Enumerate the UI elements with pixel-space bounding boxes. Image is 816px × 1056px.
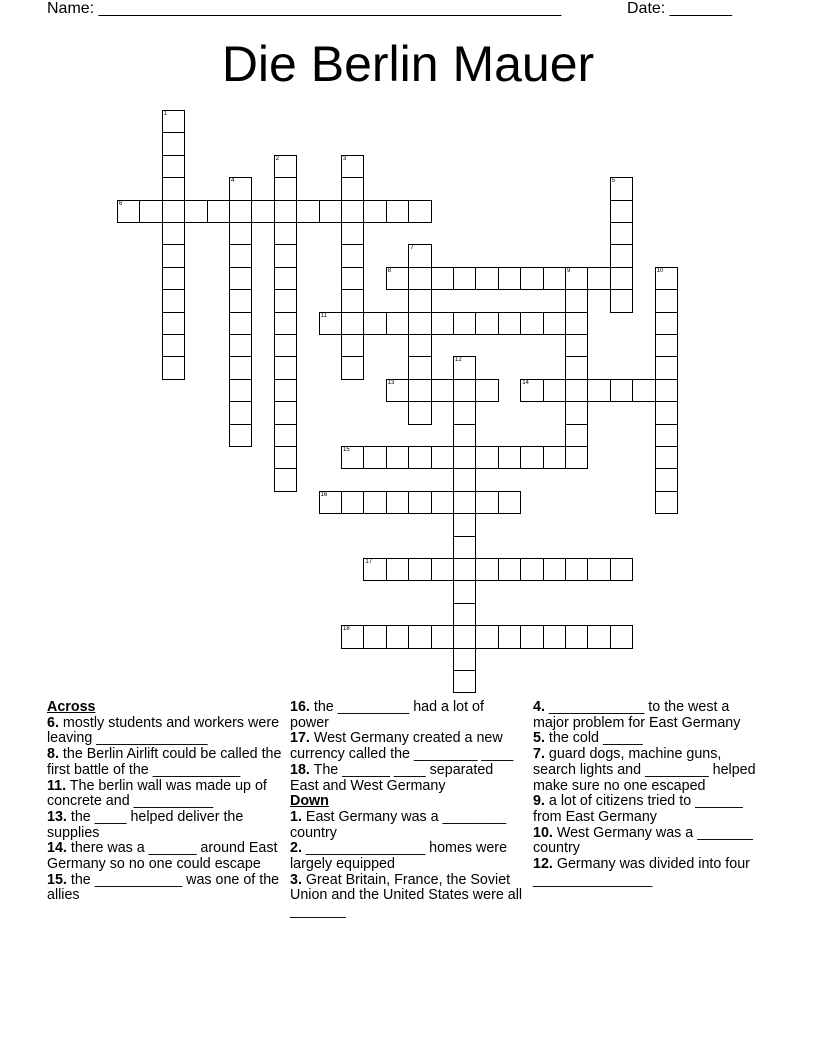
crossword-cell[interactable] — [363, 312, 386, 335]
crossword-cell[interactable] — [543, 267, 566, 290]
crossword-cell[interactable] — [162, 244, 185, 267]
crossword-cell[interactable] — [453, 312, 476, 335]
clue-number: 8 — [387, 267, 392, 274]
crossword-cell[interactable] — [363, 625, 386, 648]
crossword-cell[interactable] — [453, 603, 476, 626]
clue-number: 17 — [365, 559, 373, 565]
crossword-cell[interactable] — [229, 289, 252, 312]
crossword-cell[interactable] — [162, 289, 185, 312]
crossword-cell[interactable] — [341, 222, 364, 245]
crossword-cell[interactable] — [431, 267, 454, 290]
clue-item — [290, 763, 525, 794]
clue-text: East Germany was a ________ country — [290, 808, 507, 841]
crossword-cell[interactable] — [408, 289, 431, 312]
clue-number: 12 — [455, 357, 462, 364]
clue-number: 1 — [163, 111, 168, 117]
crossword-cell[interactable] — [229, 334, 252, 357]
crossword-cell[interactable] — [408, 401, 431, 424]
crossword-cell[interactable] — [610, 558, 633, 581]
clue-number: 3 — [343, 155, 347, 162]
clue-number-label: 15. — [47, 871, 67, 888]
crossword-cell[interactable] — [610, 625, 633, 648]
crossword-cell[interactable] — [341, 289, 364, 312]
crossword-cell[interactable] — [363, 558, 386, 581]
crossword-cell[interactable] — [453, 468, 476, 491]
clue-number: 18 — [343, 626, 350, 633]
crossword-cell[interactable] — [363, 491, 386, 514]
crossword-cell[interactable] — [408, 200, 431, 223]
crossword-cell[interactable] — [431, 558, 454, 581]
crossword-cell[interactable] — [341, 244, 364, 267]
clue-text: The berlin wall was made up of concrete and __________ — [47, 777, 267, 810]
clue-item — [290, 731, 525, 762]
clue-number: 6 — [119, 200, 123, 207]
clue-item — [533, 731, 768, 747]
crossword-cell[interactable] — [431, 312, 454, 335]
crossword-cell[interactable] — [341, 625, 364, 648]
crossword-cell[interactable] — [162, 312, 185, 335]
clue-number: 2 — [275, 155, 280, 162]
clue-item — [47, 747, 282, 778]
crossword-cell[interactable] — [565, 625, 588, 648]
clue-text: Great Britain, France, the Soviet Union and the United States were all _______ — [290, 871, 523, 920]
crossword-cell[interactable] — [431, 491, 454, 514]
crossword-cell[interactable] — [408, 312, 431, 335]
crossword-cell[interactable] — [655, 334, 678, 357]
crossword-cell[interactable] — [229, 177, 252, 200]
clue-column-2 — [290, 700, 525, 920]
crossword-cell[interactable] — [655, 312, 678, 335]
crossword-cell[interactable] — [655, 356, 678, 379]
clue-number: 16 — [320, 491, 328, 498]
crossword-cell[interactable] — [274, 177, 297, 200]
clue-column-1 — [47, 700, 282, 904]
clue-item — [290, 810, 525, 841]
crossword-cell[interactable] — [229, 312, 252, 335]
clue-number-label: 9. — [533, 793, 545, 810]
crossword-cell[interactable] — [162, 155, 185, 178]
clue-item — [533, 794, 768, 825]
clue-text: the Berlin Airlift could be called the first battle of the ___________ — [47, 746, 282, 778]
crossword-cell[interactable] — [543, 446, 566, 469]
clue-number: 7 — [410, 245, 414, 252]
crossword-cell[interactable] — [610, 289, 633, 312]
crossword-cell[interactable] — [229, 244, 252, 267]
crossword-cell[interactable] — [610, 200, 633, 223]
crossword-cell[interactable] — [453, 446, 476, 469]
clue-item — [533, 826, 768, 857]
crossword-cell[interactable] — [274, 289, 297, 312]
clue-text: The ______ ____ separated East and West Germany — [290, 761, 494, 794]
crossword-cell[interactable] — [274, 312, 297, 335]
crossword-cell[interactable] — [475, 491, 498, 514]
crossword-cell[interactable] — [565, 289, 588, 312]
crossword-cell[interactable] — [408, 558, 431, 581]
crossword-cell[interactable] — [610, 177, 633, 200]
crossword-cell[interactable] — [453, 267, 476, 290]
clue-text: there was a ______ around East Germany so no one could escape — [47, 840, 278, 873]
crossword-cell[interactable] — [565, 558, 588, 581]
crossword-cell[interactable] — [296, 200, 319, 223]
crossword-cell[interactable] — [386, 200, 409, 223]
clue-text: guard dogs, machine guns, search lights and ________ helped make sure no one escaped — [533, 746, 756, 794]
crossword-cell[interactable] — [453, 670, 476, 693]
crossword-cell[interactable] — [565, 356, 588, 379]
clue-text: the cold _____ — [544, 730, 643, 747]
crossword-cell[interactable] — [475, 558, 498, 581]
crossword-cell[interactable] — [274, 401, 297, 424]
crossword-cell[interactable] — [587, 558, 610, 581]
crossword-cell[interactable] — [453, 536, 476, 559]
crossword-cell[interactable] — [341, 200, 364, 223]
crossword-cell[interactable] — [587, 625, 610, 648]
clue-number-label: 4. — [533, 699, 545, 715]
crossword-cell[interactable] — [341, 356, 364, 379]
crossword-cell[interactable] — [341, 177, 364, 200]
crossword-cell[interactable] — [655, 289, 678, 312]
clue-number-label: 12. — [533, 856, 553, 873]
crossword-cell[interactable] — [543, 625, 566, 648]
crossword-cell[interactable] — [498, 491, 521, 514]
clue-text: mostly students and workers were leaving ______________ — [47, 714, 280, 747]
crossword-cell[interactable] — [565, 446, 588, 469]
crossword-cell[interactable] — [520, 312, 543, 335]
clue-number: 11 — [320, 312, 327, 319]
clue-number: 5 — [611, 178, 616, 185]
crossword-cell[interactable] — [229, 401, 252, 424]
clue-text: West Germany was a _______ country — [533, 824, 753, 857]
crossword-cell[interactable] — [453, 625, 476, 648]
crossword-cell[interactable] — [341, 491, 364, 514]
crossword-cell[interactable] — [498, 312, 521, 335]
crossword-cell[interactable] — [655, 468, 678, 491]
clue-number-label: 8. — [47, 746, 59, 763]
clue-number-label: 17. — [290, 730, 310, 747]
crossword-cell[interactable] — [453, 491, 476, 514]
crossword-cell[interactable] — [274, 379, 297, 402]
crossword-cell[interactable] — [274, 155, 297, 178]
crossword-cell[interactable] — [498, 558, 521, 581]
crossword-cell[interactable] — [207, 200, 230, 223]
crossword-cell[interactable] — [341, 334, 364, 357]
name-field-label: Name: ____________________________________________________ — [47, 0, 562, 17]
clue-section-heading: Down — [290, 793, 329, 810]
crossword-cell[interactable] — [363, 446, 386, 469]
crossword-cell[interactable] — [408, 446, 431, 469]
crossword-cell[interactable] — [610, 379, 633, 402]
clue-number: 15 — [343, 447, 350, 453]
crossword-cell[interactable] — [453, 401, 476, 424]
crossword-cell[interactable] — [475, 625, 498, 648]
clue-number-label: 10. — [533, 824, 553, 841]
crossword-cell[interactable] — [386, 558, 409, 581]
crossword-cell[interactable] — [565, 334, 588, 357]
crossword-cell[interactable] — [386, 625, 409, 648]
crossword-cell[interactable] — [274, 356, 297, 379]
clue-number-label: 2. — [290, 840, 302, 857]
date-field-label: Date: _______ — [627, 0, 732, 17]
clue-number-label: 7. — [533, 746, 545, 763]
crossword-cell[interactable] — [386, 312, 409, 335]
crossword-cell[interactable] — [274, 334, 297, 357]
crossword-cell[interactable] — [498, 267, 521, 290]
crossword-cell[interactable] — [655, 379, 678, 402]
clue-item — [290, 700, 525, 731]
crossword-cell[interactable] — [162, 132, 185, 155]
crossword-cell[interactable] — [431, 625, 454, 648]
clue-item — [533, 700, 768, 731]
clue-item — [47, 873, 282, 904]
crossword-cell[interactable] — [475, 312, 498, 335]
clue-number-label: 13. — [47, 808, 67, 825]
clue-text: Germany was divided into four _______________ — [533, 856, 750, 888]
crossword-cell[interactable] — [274, 267, 297, 290]
crossword-cell[interactable] — [498, 446, 521, 469]
crossword-cell[interactable] — [587, 379, 610, 402]
clue-text: the _________ had a lot of power — [290, 699, 484, 731]
crossword-cell[interactable] — [162, 267, 185, 290]
crossword-cell[interactable] — [453, 356, 476, 379]
crossword-cell[interactable] — [319, 491, 342, 514]
clue-number-label: 16. — [290, 699, 310, 715]
crossword-cell[interactable] — [229, 267, 252, 290]
crossword-cell[interactable] — [655, 424, 678, 447]
crossword-cell[interactable] — [162, 334, 185, 357]
crossword-cell[interactable] — [386, 491, 409, 514]
clue-item — [47, 810, 282, 841]
clue-number-label: 1. — [290, 808, 302, 825]
clue-number-label: 11. — [47, 777, 67, 794]
crossword-cell[interactable] — [139, 200, 162, 223]
clue-column-3 — [533, 700, 768, 888]
clue-section-heading: Across — [47, 699, 96, 715]
clue-number-label: 6. — [47, 714, 59, 731]
clue-text: West Germany created a new currency called the ________ ____ — [290, 730, 514, 763]
crossword-cell[interactable] — [565, 424, 588, 447]
clue-number: 14 — [522, 379, 529, 386]
crossword-cell[interactable] — [162, 177, 185, 200]
clue-text: a lot of citizens tried to ______ from East Germany — [533, 793, 743, 825]
clue-number: 10 — [656, 267, 664, 274]
crossword-cell[interactable] — [274, 446, 297, 469]
clue-number: 13 — [387, 379, 395, 386]
clue-item — [290, 841, 525, 872]
crossword-cell[interactable] — [453, 513, 476, 536]
clue-item — [533, 747, 768, 794]
crossword-cell[interactable] — [408, 244, 431, 267]
crossword-cell[interactable] — [229, 222, 252, 245]
crossword-cell[interactable] — [274, 222, 297, 245]
crossword-cell[interactable] — [565, 401, 588, 424]
crossword-cell[interactable] — [655, 401, 678, 424]
crossword-cell[interactable] — [162, 200, 185, 223]
crossword-cell[interactable] — [117, 200, 140, 223]
clue-number-label: 3. — [290, 871, 302, 888]
crossword-cell[interactable] — [408, 491, 431, 514]
crossword-cell[interactable] — [520, 379, 543, 402]
crossword-cell[interactable] — [587, 267, 610, 290]
crossword-cell[interactable] — [408, 267, 431, 290]
crossword-cell[interactable] — [565, 379, 588, 402]
crossword-cell[interactable] — [543, 379, 566, 402]
crossword-cell[interactable] — [520, 446, 543, 469]
crossword-cell[interactable] — [274, 468, 297, 491]
crossword-cell[interactable] — [408, 334, 431, 357]
crossword-cell[interactable] — [632, 379, 655, 402]
crossword-cell[interactable] — [408, 625, 431, 648]
crossword-cell[interactable] — [453, 379, 476, 402]
crossword-cell[interactable] — [162, 222, 185, 245]
crossword-cell[interactable] — [543, 558, 566, 581]
crossword-cell[interactable] — [274, 424, 297, 447]
crossword-cell[interactable] — [251, 200, 274, 223]
crossword-cell[interactable] — [408, 379, 431, 402]
clue-text: ____________ to the west a major problem for East Germany — [533, 699, 741, 731]
crossword-cell[interactable] — [520, 558, 543, 581]
crossword-cell[interactable] — [341, 155, 364, 178]
crossword-cell[interactable] — [431, 446, 454, 469]
crossword-cell[interactable] — [319, 200, 342, 223]
crossword-cell[interactable] — [475, 267, 498, 290]
crossword-cell[interactable] — [453, 648, 476, 671]
crossword-cell[interactable] — [610, 222, 633, 245]
crossword-cell[interactable] — [565, 312, 588, 335]
crossword-cell[interactable] — [655, 491, 678, 514]
clue-number-label: 18. — [290, 761, 310, 778]
crossword-cell[interactable] — [655, 267, 678, 290]
clue-item — [47, 716, 282, 747]
crossword-cell[interactable] — [655, 446, 678, 469]
crossword-cell[interactable] — [274, 244, 297, 267]
crossword-cell[interactable] — [453, 424, 476, 447]
crossword-cell[interactable] — [453, 558, 476, 581]
crossword-cell[interactable] — [386, 267, 409, 290]
page-title: Die Berlin Mauer — [221, 36, 595, 92]
crossword-cell[interactable] — [408, 356, 431, 379]
crossword-cell[interactable] — [520, 625, 543, 648]
crossword-cell[interactable] — [475, 379, 498, 402]
crossword-cell[interactable] — [386, 379, 409, 402]
crossword-cell[interactable] — [341, 267, 364, 290]
clue-item — [290, 873, 525, 920]
crossword-cell[interactable] — [229, 424, 252, 447]
crossword-cell[interactable] — [162, 356, 185, 379]
clue-item — [47, 841, 282, 872]
crossword-cell[interactable] — [341, 312, 364, 335]
crossword-cell[interactable] — [498, 625, 521, 648]
clue-text: _______________ homes were largely equipped — [290, 840, 508, 873]
clue-text: the ___________ was one of the allies — [47, 871, 280, 904]
clue-number-label: 14. — [47, 840, 67, 857]
crossword-cell[interactable] — [319, 312, 342, 335]
clue-item — [533, 857, 768, 888]
crossword-cell[interactable] — [431, 379, 454, 402]
clue-text: the ____ helped deliver the supplies — [47, 808, 244, 841]
clue-item — [47, 779, 282, 810]
crossword-cell[interactable] — [453, 580, 476, 603]
crossword-cell[interactable] — [543, 312, 566, 335]
crossword-cell[interactable] — [610, 244, 633, 267]
crossword-cell[interactable] — [565, 267, 588, 290]
crossword-cell[interactable] — [520, 267, 543, 290]
crossword-cell[interactable] — [341, 446, 364, 469]
crossword-cell[interactable] — [274, 200, 297, 223]
clue-number: 9 — [567, 267, 571, 274]
crossword-cell[interactable] — [610, 267, 633, 290]
clue-number: 4 — [231, 178, 235, 185]
crossword-cell[interactable] — [229, 379, 252, 402]
crossword-cell[interactable] — [162, 110, 185, 133]
crossword-cell[interactable] — [363, 200, 386, 223]
crossword-cell[interactable] — [229, 356, 252, 379]
crossword-cell[interactable] — [184, 200, 207, 223]
clue-number-label: 5. — [533, 730, 545, 747]
crossword-cell[interactable] — [475, 446, 498, 469]
crossword-cell[interactable] — [386, 446, 409, 469]
crossword-cell[interactable] — [229, 200, 252, 223]
